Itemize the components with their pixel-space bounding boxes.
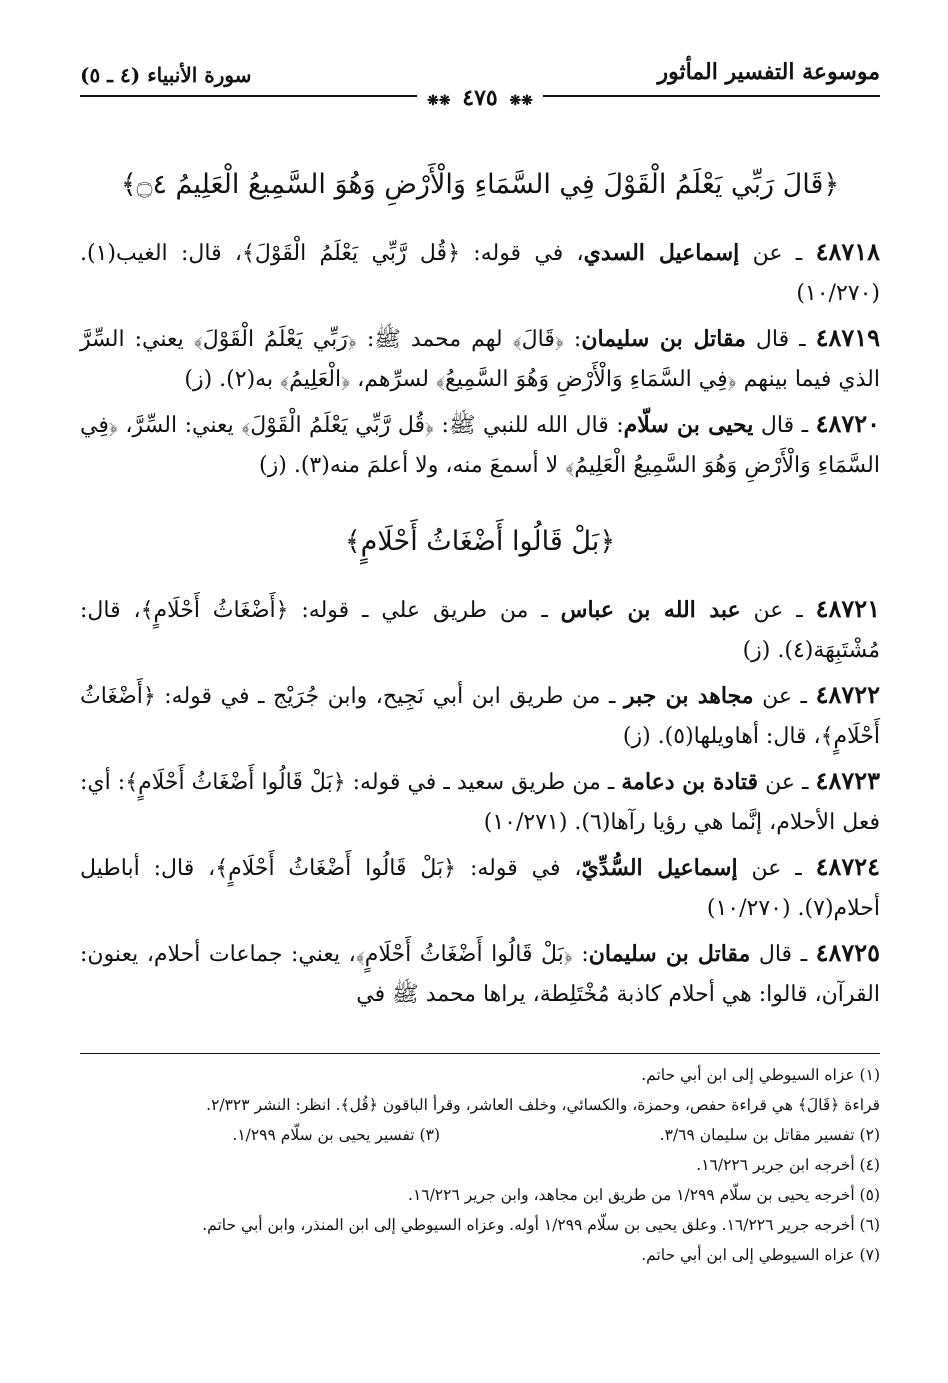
entry-text: ـ من طريق ابن أبي نَجِيح، وابن جُرَيْج ـ في قوله: ﴿أَضْغَاثُ أَحْلَامٍ﴾، قال: أهاويلها(٥). (ز)	[80, 684, 880, 750]
entry-narrator: قتادة بن دعامة	[621, 769, 759, 796]
entry-text: : ﴿بَلْ قَالُوا أَضْغَاثُ أَحْلَامٍ﴾، يعني: جماعات أحلام، يعنون: القرآن، قالوا: هي أحلام كاذبة مُخْتَلِطة، يراها محمد ﷺ في	[80, 942, 880, 1008]
entry-number: ٤٨٧٢٠	[815, 409, 881, 439]
entry-narrator: مقاتل بن سليمان	[588, 941, 751, 968]
entry-narrator: مجاهد بن جبر	[624, 683, 754, 710]
footnote: (٦) أخرجه جرير ١٦/٢٢٦. وعلق يحيى بن سلّام ١/٢٩٩ أوله. وعزاه السيوطي إلى ابن المنذر، وابن أبي حاتم.	[202, 1216, 880, 1234]
entry-number: ٤٨٧٢١	[815, 594, 881, 624]
entry-number: ٤٨٧٢٤	[815, 852, 881, 882]
entry	[80, 318, 880, 400]
entry-number: ٤٨٧٢٢	[815, 680, 881, 710]
entry-number: ٤٨٧١٩	[815, 323, 881, 353]
entry-prefix: ـ قال	[753, 413, 809, 439]
surah-title: سورة الأنبياء (٤ ـ ٥)	[80, 63, 252, 87]
entry-prefix: ـ عن	[739, 241, 803, 267]
entry-prefix: ـ عن	[737, 856, 802, 882]
entry	[80, 761, 880, 843]
entry-narrator: مقاتل بن سليمان	[581, 326, 746, 353]
entry	[80, 404, 880, 486]
entry-text: ـ من طريق سعيد ـ في قوله: ﴿بَلْ قَالُوا أَضْغَاثُ أَحْلَامٍ﴾: أي: فعل الأحلام، إنَّما هي رؤيا رآها(٦). (١٠/٢٧١)	[80, 770, 880, 836]
entry	[80, 589, 880, 671]
footnote: (٣) تفسير يحيى بن سلّام ١/٢٩٩.	[232, 1126, 440, 1144]
entry	[80, 933, 880, 1015]
footnote: (٤) أخرجه ابن جرير ١٦/٢٢٦.	[696, 1156, 880, 1174]
ornament-icon: ❋❋	[509, 93, 533, 109]
entry-text: ـ من طريق علي ـ قوله: ﴿أَضْغَاثُ أَحْلَامٍ﴾، قال: مُشْتَبِهَة(٤). (ز)	[80, 598, 880, 664]
entry-prefix: ـ عن	[740, 598, 803, 624]
entry-narrator: يحيى بن سلّام	[623, 412, 754, 439]
entry-prefix: ـ عن	[753, 684, 807, 710]
entry-text: ، في قوله: ﴿بَلْ قَالُوا أَضْغَاثُ أَحْلَامٍ﴾، قال: أباطيل أحلام(٧). (١٠/٢٧٠)	[80, 856, 880, 922]
page-number-text: ٤٧٥	[462, 85, 498, 111]
entry-prefix: ـ قال	[750, 942, 808, 968]
entry-prefix: ـ قال	[745, 327, 806, 353]
verse-heading: ﴿بَلْ قَالُوا أَضْغَاثُ أَحْلَامٍ﴾	[344, 526, 616, 558]
footnote: قراءة ﴿قَالَ﴾ هي قراءة حفص، وحمزة، والكسائي، وخلف العاشر، وقرأ الباقون ﴿قُل﴾. انظر: النشر ٢/٣٢٣.	[206, 1096, 880, 1114]
entry-narrator: إسماعيل السدي	[583, 240, 740, 267]
entry-text: : ﴿قَالَ﴾ لهم محمد ﷺ: ﴿رَبِّي يَعْلَمُ الْقَوْلَ﴾ يعني: السِّرَّ الذي فيما بينهم ﴿فِي السَّمَاءِ وَالْأَرْضِ وَهُوَ السَّمِيعُ﴾ لسرِّهم، ﴿الْعَلِيمُ﴾ به(٢). (ز)	[80, 327, 880, 393]
entry-narrator: إسماعيل السُّدِّيّ	[581, 855, 738, 882]
entry-prefix: ـ عن	[758, 770, 809, 796]
entry-number: ٤٨٧٢٥	[815, 938, 881, 968]
footnote: (٥) أخرجه يحيى بن سلّام ١/٢٩٩ من طريق ابن مجاهد، وابن جرير ١٦/٢٢٦.	[408, 1186, 880, 1204]
footnote: (١) عزاه السيوطي إلى ابن أبي حاتم.	[641, 1066, 880, 1084]
entry-narrator: عبد الله بن عباس	[560, 597, 741, 624]
footnote: (٢) تفسير مقاتل بن سليمان ٣/٦٩.	[659, 1126, 880, 1144]
entry	[80, 847, 880, 929]
page	[80, 55, 880, 1019]
entry	[80, 232, 880, 314]
ornament-icon: ❋❋	[427, 93, 451, 109]
entry-number: ٤٨٧٢٣	[815, 766, 880, 796]
footnote-row	[80, 1120, 880, 1150]
entry-number: ٤٨٧١٨	[815, 237, 881, 267]
running-header	[80, 55, 880, 119]
book-title: موسوعة التفسير المأثور	[657, 59, 880, 85]
page-number	[80, 85, 880, 111]
footnote: (٧) عزاه السيوطي إلى ابن أبي حاتم.	[641, 1246, 880, 1264]
entry-text: ، في قوله: ﴿قُل رَّبِّي يَعْلَمُ الْقَوْلَ﴾، قال: الغيب(١). (١٠/٢٧٠)	[80, 241, 880, 307]
entry-text: : قال الله للنبي ﷺ: ﴿قُل رَّبِّي يَعْلَمُ الْقَوْلَ﴾ يعني: السِّرَّ، ﴿فِي السَّمَاءِ وَالْأَرْضِ وَهُوَ السَّمِيعُ الْعَلِيمُ﴾ لا أسمعَ منه، ولا أعلمَ منه(٣). (ز)	[80, 413, 880, 479]
verse-heading: ﴿قَالَ رَبِّي يَعْلَمُ الْقَوْلَ فِي السَّمَاءِ وَالْأَرْضِ وَهُوَ السَّمِيعُ الْعَلِيمُ ۝٤﴾	[120, 169, 840, 200]
entry	[80, 675, 880, 757]
footnotes	[80, 1053, 880, 1270]
